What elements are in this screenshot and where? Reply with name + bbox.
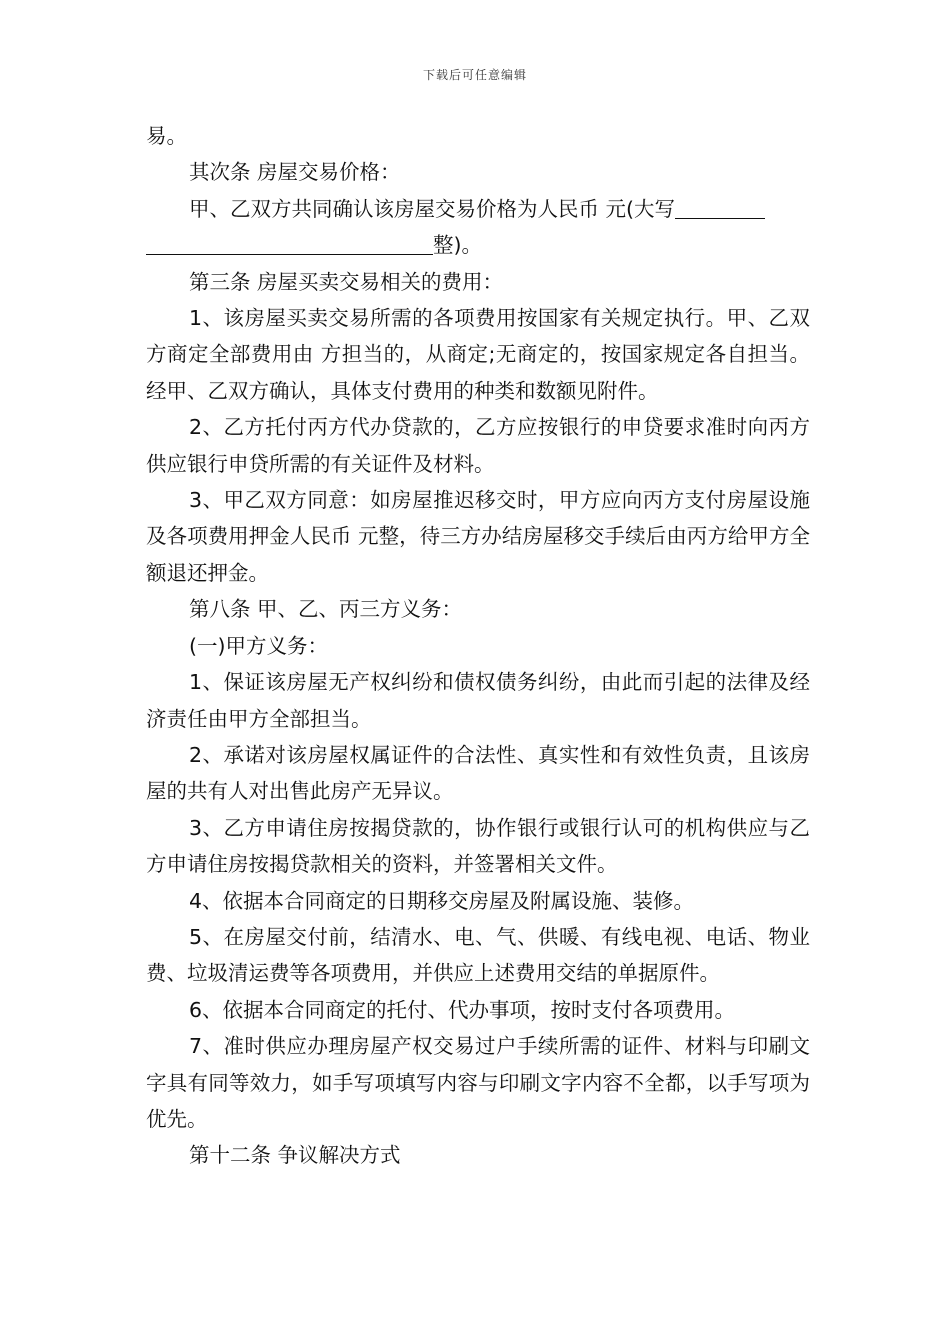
paragraph-fees-1: 1、该房屋买卖交易所需的各项费用按国家有关规定执行。甲、乙双方商定全部费用由 方担当的，从商定;无商定的，按国家规定各自担当。经甲、乙双方确认，具体支付费用的种类和数额见附件。 [146,306,810,403]
obligation-item-3: 3、乙方申请住房按揭贷款的，协作银行或银行认可的机构供应与乙方申请住房按揭贷款相关的资料，并签署相关文件。 [146,815,810,877]
obligation-item-1: 1、保证该房屋无产权纠纷和债权债务纠纷，由此而引起的法律及经济责任由甲方全部担当。 [146,670,810,731]
obligation-item-4: 4、依据本合同商定的日期移交房屋及附属设施、装修。 [189,888,695,913]
clause-heading-dispute: 第十二条 争议解决方式 [189,1143,401,1168]
price-text-before: 甲、乙双方共同确认该房屋交易价格为人民币 元(大写 [189,196,676,221]
clause-heading-obligations: 第八条 甲、乙、丙三方义务： [189,597,463,622]
amount-blank-line-1 [675,198,765,219]
clause-heading-fees: 第三条 房屋买卖交易相关的费用： [189,269,504,294]
paragraph-price-confirmation [146,191,810,264]
obligation-item-7: 7、准时供应办理房屋产权交易过户手续所需的证件、材料与印刷文字具有同等效力，如手写项填写内容与印刷文字内容不全都，以手写项为优先。 [146,1034,810,1131]
clause-heading-price: 其次条 房屋交易价格： [189,160,401,185]
amount-blank-line-2 [146,234,433,255]
obligation-item-5: 5、在房屋交付前，结清水、电、气、供暖、有线电视、电话、物业费、垃圾清运费等各项费用，并供应上述费用交结的单据原件。 [146,924,810,986]
contract-body [146,118,810,1174]
obligation-item-6: 6、依据本合同商定的托付、代办事项，按时支付各项费用。 [189,997,736,1022]
page-header-note: 下载后可任意编辑 [422,68,527,82]
paragraph-fees-3: 3、甲乙双方同意：如房屋推迟移交时，甲方应向丙方支付房屋设施及各项费用押金人民币 元整，待三方办结房屋移交手续后由丙方给甲方全额退还押金。 [146,488,810,585]
price-text-after: 整)。 [433,233,482,258]
paragraph-continuation: 易。 [146,124,187,148]
paragraph-fees-2: 2、乙方托付丙方代办贷款的，乙方应按银行的申贷要求准时向丙方供应银行申贷所需的有关证件及材料。 [146,415,810,476]
obligation-item-2: 2、承诺对该房屋权属证件的合法性、真实性和有效性负责，且该房屋的共有人对出售此房产无异议。 [146,742,810,804]
subheading-party-a-obligations: (一)甲方义务： [189,633,328,658]
